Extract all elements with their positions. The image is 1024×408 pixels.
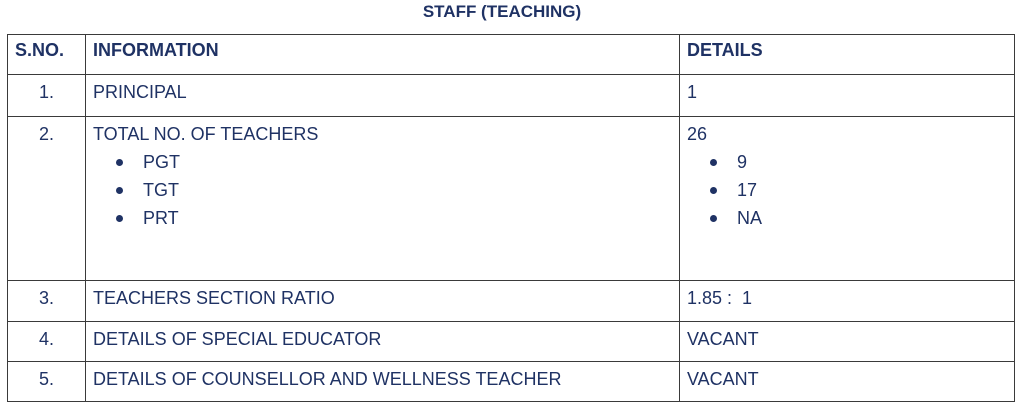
bullet-icon xyxy=(710,187,717,194)
bullet-icon xyxy=(710,215,717,222)
staff-table xyxy=(7,34,1015,402)
row-information: TEACHERS SECTION RATIO xyxy=(86,281,680,322)
teacher-category-label: TGT xyxy=(143,180,179,200)
teacher-category-label: PGT xyxy=(143,152,181,172)
table-header-row xyxy=(8,35,1015,75)
row-details: 26 xyxy=(687,124,708,144)
list-item xyxy=(93,207,673,229)
row-information-cell xyxy=(86,117,680,281)
table-row xyxy=(8,75,1015,117)
table-row xyxy=(8,281,1015,322)
row-sno: 5. xyxy=(8,362,86,402)
row-sno: 3. xyxy=(8,281,86,322)
row-details: VACANT xyxy=(680,322,1015,362)
bullet-icon xyxy=(710,159,717,166)
row-sno: 4. xyxy=(8,322,86,362)
list-item xyxy=(687,179,1008,201)
list-item xyxy=(687,151,1008,173)
header-details: DETAILS xyxy=(680,35,1015,75)
list-item xyxy=(93,151,673,173)
table-row xyxy=(8,362,1015,402)
row-details: 1 xyxy=(680,75,1015,117)
row-information: PRINCIPAL xyxy=(86,75,680,117)
row-sno: 1. xyxy=(8,75,86,117)
teacher-count-value: 17 xyxy=(737,180,758,200)
bullet-icon xyxy=(116,159,123,166)
header-information: INFORMATION xyxy=(86,35,680,75)
list-item xyxy=(687,207,1008,229)
row-details-cell xyxy=(680,117,1015,281)
list-item xyxy=(93,179,673,201)
teacher-count-value: 9 xyxy=(737,152,748,172)
page-title: STAFF (TEACHING) xyxy=(422,2,582,21)
table-row xyxy=(8,322,1015,362)
row-details: 1.85 : 1 xyxy=(680,281,1015,322)
teacher-count-value: NA xyxy=(737,208,763,228)
teacher-category-label: PRT xyxy=(143,208,179,228)
teacher-category-list xyxy=(93,151,673,229)
bullet-icon xyxy=(116,215,123,222)
teacher-count-list xyxy=(687,151,1008,229)
row-sno: 2. xyxy=(8,117,86,281)
row-details: VACANT xyxy=(680,362,1015,402)
table-row xyxy=(8,117,1015,281)
row-information: DETAILS OF COUNSELLOR AND WELLNESS TEACHER xyxy=(86,362,680,402)
row-information: DETAILS OF SPECIAL EDUCATOR xyxy=(86,322,680,362)
header-sno: S.NO. xyxy=(8,35,86,75)
row-information: TOTAL NO. OF TEACHERS xyxy=(93,124,319,144)
bullet-icon xyxy=(116,187,123,194)
